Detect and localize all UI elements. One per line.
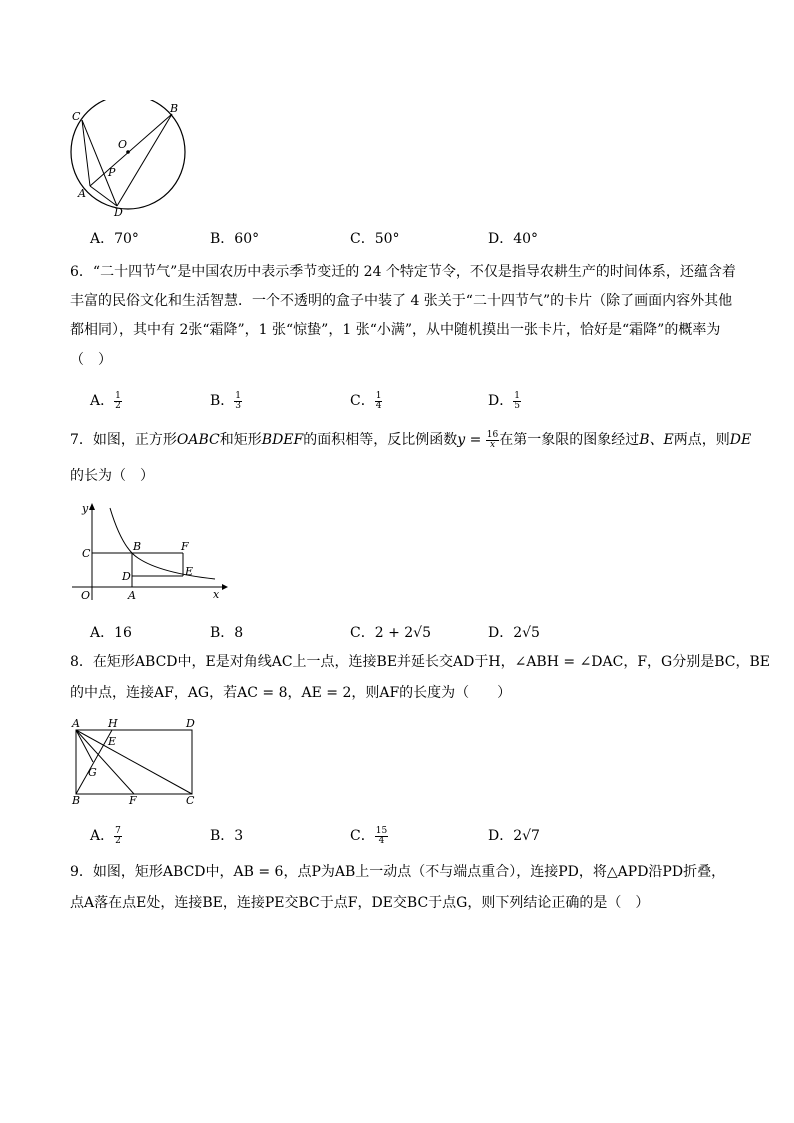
q6-option-a[interactable]: A． $\frac{1}{2}$ [90, 390, 121, 411]
q5-option-a[interactable]: A．70° [90, 231, 139, 247]
q6-line-3: 都相同），其中有 2张“霜降”，1 张“惊蛰”，1 张“小满”，从中随机摸出一张卡片，恰好是“霜降”的概率为 [70, 322, 721, 338]
label-c: C [186, 794, 195, 806]
label-d: D [114, 206, 123, 219]
q6-line-2: 丰富的民俗文化和生活智慧．一个不透明的盒子中装了 4 张关于“二十四节气”的卡片（除了画面内容外其他 [70, 293, 733, 309]
q6-line-1: 6．“二十四节气”是中国农历中表示季节变迁的 24 个特定节令，不仅是指导农耕生产的时间体系，还蕴含着 [70, 264, 736, 280]
q8-option-b[interactable]: B．3 [210, 828, 244, 844]
label-g: G [88, 766, 97, 779]
label-a: A [78, 187, 86, 200]
q7-option-b[interactable]: B．8 [210, 625, 244, 641]
label-b: B [170, 102, 179, 115]
label-b: B [133, 540, 142, 553]
label-f: F [129, 794, 137, 806]
label-o: O [118, 138, 128, 151]
label-a: A [72, 717, 80, 730]
label-h: H [108, 717, 118, 730]
q5-option-b[interactable]: B．60° [210, 231, 260, 247]
q8-rectangle-figure [68, 714, 208, 806]
label-e: E [185, 565, 194, 578]
label-d: D [186, 717, 195, 730]
q6-option-b[interactable]: B． $\frac{1}{3}$ [210, 390, 242, 411]
q7-line-1: 7．如图，正方形OABC和矩形BDEF的面积相等，反比例函数y = $\frac{16}{x}$ 在第一象限的图象经过B、E两点，则DE [70, 429, 752, 450]
q5-options [90, 228, 730, 248]
q6-options [90, 390, 730, 410]
q9-line-2: 点A落在点E处，连接BE，连接PE交BC于点F，DE交BC于点G，则下列结论正确的是（ ） [70, 895, 650, 911]
q7-option-d[interactable]: D．2√5 [488, 625, 540, 641]
q8-line-1: 8．在矩形ABCD中，E是对角线AC上一点，连接BE并延长交AD于H，∠ABH = ∠DAC，F，G分别是BC，BE [70, 654, 771, 670]
q8-option-c[interactable]: C． $\frac{15}{4}$ [350, 825, 388, 846]
label-b: B [72, 794, 81, 806]
circle-o [71, 100, 185, 209]
q5-option-c[interactable]: C．50° [350, 231, 400, 247]
q7-options [90, 622, 730, 642]
q8-option-a[interactable]: A． $\frac{7}{2}$ [90, 825, 121, 846]
label-p: P [108, 166, 116, 179]
label-c: C [72, 110, 81, 123]
q7-option-a[interactable]: A．16 [90, 625, 132, 641]
label-a: A [128, 589, 136, 602]
q7-line-2: 的长为（ ） [70, 468, 154, 484]
label-c: C [82, 547, 91, 560]
label-e: E [108, 735, 117, 748]
hyperbola-curve [110, 508, 215, 579]
q5-option-d[interactable]: D．40° [488, 231, 539, 247]
q7-graph-figure [70, 500, 230, 605]
q6-option-d[interactable]: D． $\frac{1}{5}$ [488, 390, 520, 411]
label-d: D [122, 570, 131, 583]
q6-option-c[interactable]: C． $\frac{1}{4}$ [350, 390, 382, 411]
q8-option-d[interactable]: D．2√7 [488, 828, 540, 844]
q7-option-c[interactable]: C．2 + 2√5 [350, 625, 431, 641]
label-y: y [82, 502, 89, 515]
label-o: O [81, 589, 91, 602]
q7-fraction: $\frac{16}{x}$ [486, 429, 499, 450]
q9-line-1: 9．如图，矩形ABCD中，AB = 6，点P为AB上一动点（不与端点重合），连接PD，将△APD沿PD折叠， [70, 864, 726, 880]
q6-line-4: （ ） [70, 352, 112, 368]
q5-circle-figure [62, 100, 222, 220]
q8-options [90, 825, 730, 845]
q8-line-2: 的中点，连接AF，AG，若AC = 8，AE = 2，则AF的长度为（ ） [70, 685, 512, 701]
label-f: F [181, 540, 189, 553]
label-x: x [213, 588, 220, 601]
